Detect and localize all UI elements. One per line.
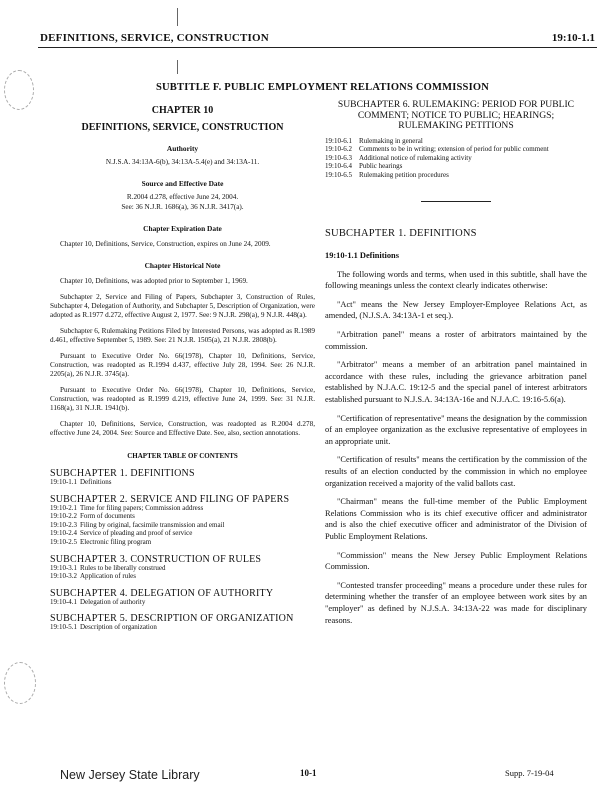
definition-paragraph: "Chairman" means the full-time member of the Public Employment Relations Commission who is its chief executive officer and administrator and is also the chief executive officer and administrator of the Division of Public Employment Relations. [325, 497, 587, 541]
toc-entry-title: Service of pleading and proof of service [80, 529, 193, 538]
header-rule [38, 47, 597, 48]
toc-entry-title: Rulemaking in general [359, 136, 423, 145]
history-paragraph: Subchapter 6, Rulemaking Petitions Filed by Interested Persons, was adopted as R.1989 d.461, effective September 5, 1989. See: 21 N.J.R. 1505(a), 21 N.J.R. 2808(b). [50, 327, 315, 344]
history-paragraph: Pursuant to Executive Order No. 66(1978), Chapter 10, Definitions, Service, Construction, was readopted as R.1994 d.437, effective July 28, 1994. See: 26 N.J.R. 2205(a), 26 N.J.R. 3745(a). [50, 352, 315, 378]
definition-paragraph: "Arbitrator" means a member of an arbitration panel maintained in accordance with these rules, including the grievance arbitration panel established by N.J.A.C. 19:12-5 and the special panel of interest arbitrators established pursuant to N.J.S.A. 34:13A-16e and N.J.A.C. 19:16-5.6(a). [325, 360, 587, 404]
toc-entry-title: Rulemaking petition procedures [359, 170, 449, 179]
supplement-date: Supp. 7-19-04 [505, 768, 554, 778]
toc-entry [50, 521, 315, 530]
toc-entry-title: Description of organization [80, 623, 157, 632]
toc-entry-title: Additional notice of rulemaking activity [359, 153, 472, 162]
source-line: See: 36 N.J.R. 1686(a), 36 N.J.R. 3417(a). [121, 203, 244, 211]
toc-entry [50, 512, 315, 521]
toc-entry-number: 19:10-2.3 [50, 520, 78, 529]
toc-entry-number: 19:10-3.1 [50, 563, 78, 572]
toc-entry [50, 572, 315, 581]
toc-subchapter-title: SUBCHAPTER 5. DESCRIPTION OF ORGANIZATION [50, 613, 294, 625]
authority-heading: Authority [166, 144, 199, 153]
toc-entry-number: 19:10-2.2 [50, 512, 78, 521]
toc-entry-title: Electronic filing program [80, 537, 152, 546]
toc-entry-number: 19:10-2.4 [50, 529, 78, 538]
toc-entry-number: 19:10-5.1 [50, 623, 78, 632]
definition-paragraph: "Arbitration panel" means a roster of arbitrators maintained by the commission. [325, 330, 587, 351]
toc-entry [325, 171, 587, 180]
toc-subchapter-title: SUBCHAPTER 4. DELEGATION OF AUTHORITY [50, 587, 274, 599]
toc-entry-title: Application of rules [80, 572, 136, 581]
toc-entry-number: 19:10-4.1 [50, 597, 78, 606]
definition-paragraph: "Contested transfer proceeding" means a procedure under these rules for determining whether the transfer of an employee between work sites by an "employer" as defined by N.J.S.A. 34:13A-22 was made for disciplinary reasons. [325, 580, 587, 625]
toc-subchapter-title: SUBCHAPTER 2. SERVICE AND FILING OF PAPERS [50, 493, 290, 505]
toc-entry-number: 19:10-6.4 [325, 162, 353, 171]
toc-entry [50, 564, 315, 573]
toc-entry-number: 19:10-2.1 [50, 503, 78, 512]
toc-entry-number: 19:10-2.5 [50, 537, 78, 546]
toc-entry [50, 623, 315, 632]
toc-entry-title: Form of documents [80, 512, 135, 521]
page-number: 10-1 [300, 768, 317, 778]
running-header-section: 19:10-1.1 [551, 32, 595, 44]
toc-entry-title: Filing by original, facsimile transmission and email [80, 520, 225, 529]
toc-entry-title: Time for filing papers; Commission address [80, 503, 204, 512]
subchapter-6-title: SUBCHAPTER 6. RULEMAKING: PERIOD FOR PUBLIC COMMENT; NOTICE TO PUBLIC; HEARINGS; RULEMAKING PETITIONS [337, 99, 575, 131]
definition-paragraph: "Commission" means the New Jersey Public Employment Relations Commission. [325, 550, 587, 572]
toc-entry-number: 19:10-3.2 [50, 572, 78, 581]
toc-entry [50, 478, 315, 487]
toc-entry-title: Rules to be liberally construed [80, 563, 166, 572]
authority-text: N.J.S.A. 34:13A-6(b), 34:13A-5.4(e) and 34:13A-11. [105, 158, 260, 166]
toc-entry [50, 598, 315, 607]
source-heading: Source and Effective Date [141, 179, 224, 188]
history-paragraph: Subchapter 2, Service and Filing of Papers, Subchapter 3, Construction of Rules, Subchapter 4, Delegation of Authority, and Subchapter 5, Description of Organization, were adopted as R.1977 d.272, effective August 2, 1977. See: 9 N.J.R. 298(a), 9 N.J.R. 448(a). [50, 293, 315, 319]
subchapter-6-toc [325, 137, 587, 180]
left-column [50, 100, 315, 632]
section-heading: 19:10-1.1 Definitions [325, 251, 399, 261]
definitions-body [325, 269, 587, 626]
toc-entry-number: 19:10-6.2 [325, 145, 353, 154]
section-divider [421, 201, 491, 202]
history-paragraph: Chapter 10, Definitions, was adopted prior to September 1, 1969. [60, 277, 248, 285]
toc-entry [325, 145, 587, 154]
toc-entry [50, 529, 315, 538]
toc-entry-title: Comments to be in writing; extension of period for public comment [359, 145, 549, 154]
scan-mark-top [177, 8, 178, 26]
definition-paragraph: "Certification of representative" means the designation by the commission of an employee organization as the exclusive representative of employees in an appropriate unit. [325, 413, 587, 446]
history-paragraph: Chapter 10, Definitions, Service, Construction, was readopted as R.2004 d.278, effective June 24, 2004. See: Source and Effective Date. See, also, section annotations. [50, 420, 315, 437]
toc-entry-title: Definitions [80, 478, 112, 486]
library-stamp: New Jersey State Library [60, 768, 200, 782]
expiration-heading: Chapter Expiration Date [143, 224, 222, 233]
history-notes [50, 277, 315, 438]
subchapter-1-heading: SUBCHAPTER 1. DEFINITIONS [325, 228, 477, 240]
table-of-contents [50, 469, 315, 632]
chapter-title: DEFINITIONS, SERVICE, CONSTRUCTION [81, 122, 284, 133]
toc-subchapter-title: SUBCHAPTER 1. DEFINITIONS [50, 468, 195, 479]
expiration-text: Chapter 10, Definitions, Service, Construction, expires on June 24, 2009. [60, 240, 271, 248]
scan-mark-mid [177, 60, 178, 74]
chapter-number: CHAPTER 10 [151, 105, 214, 116]
toc-entry-number: 19:10-6.1 [325, 136, 353, 145]
running-header-title: DEFINITIONS, SERVICE, CONSTRUCTION [40, 32, 269, 44]
toc-entry [325, 137, 587, 146]
toc-subchapter-title: SUBCHAPTER 3. CONSTRUCTION OF RULES [50, 553, 262, 565]
definition-paragraph: "Certification of results" means the certification by the commission of the results of an election conducted by the commission in which no employee organization received a majority of the valid ballots cast. [325, 455, 587, 488]
definition-paragraph: "Act" means the New Jersey Employer-Employee Relations Act, as amended, (N.J.S.A. 34:13A-1 et seq.). [325, 299, 587, 321]
history-heading: Chapter Historical Note [144, 261, 221, 270]
toc-entry-number: 19:10-6.3 [325, 153, 353, 162]
source-line: R.2004 d.278, effective June 24, 2004. [126, 193, 239, 201]
scan-blemish [4, 70, 34, 110]
toc-entry [50, 538, 315, 547]
definition-paragraph: The following words and terms, when used in this subtitle, shall have the following meanings unless the context clearly indicates otherwise: [325, 269, 587, 291]
toc-entry [325, 154, 587, 163]
toc-heading: CHAPTER TABLE OF CONTENTS [127, 452, 238, 460]
toc-entry-title: Delegation of authority [80, 597, 146, 606]
history-paragraph: Pursuant to Executive Order No. 66(1978), Chapter 10, Definitions, Service, Construction, was readopted as R.1999 d.219, effective June 24, 1999. See: 31 N.J.R. 1168(a), 31 N.J.R. 1941(b). [50, 386, 315, 412]
scan-blemish [4, 662, 36, 704]
toc-entry [50, 504, 315, 513]
subtitle-heading: SUBTITLE F. PUBLIC EMPLOYMENT RELATIONS COMMISSION [155, 82, 490, 93]
toc-entry-title: Public hearings [359, 162, 403, 171]
toc-entry-number: 19:10-6.5 [325, 170, 353, 179]
toc-entry [325, 162, 587, 171]
toc-entry-number: 19:10-1.1 [50, 478, 78, 486]
right-column [325, 100, 587, 626]
